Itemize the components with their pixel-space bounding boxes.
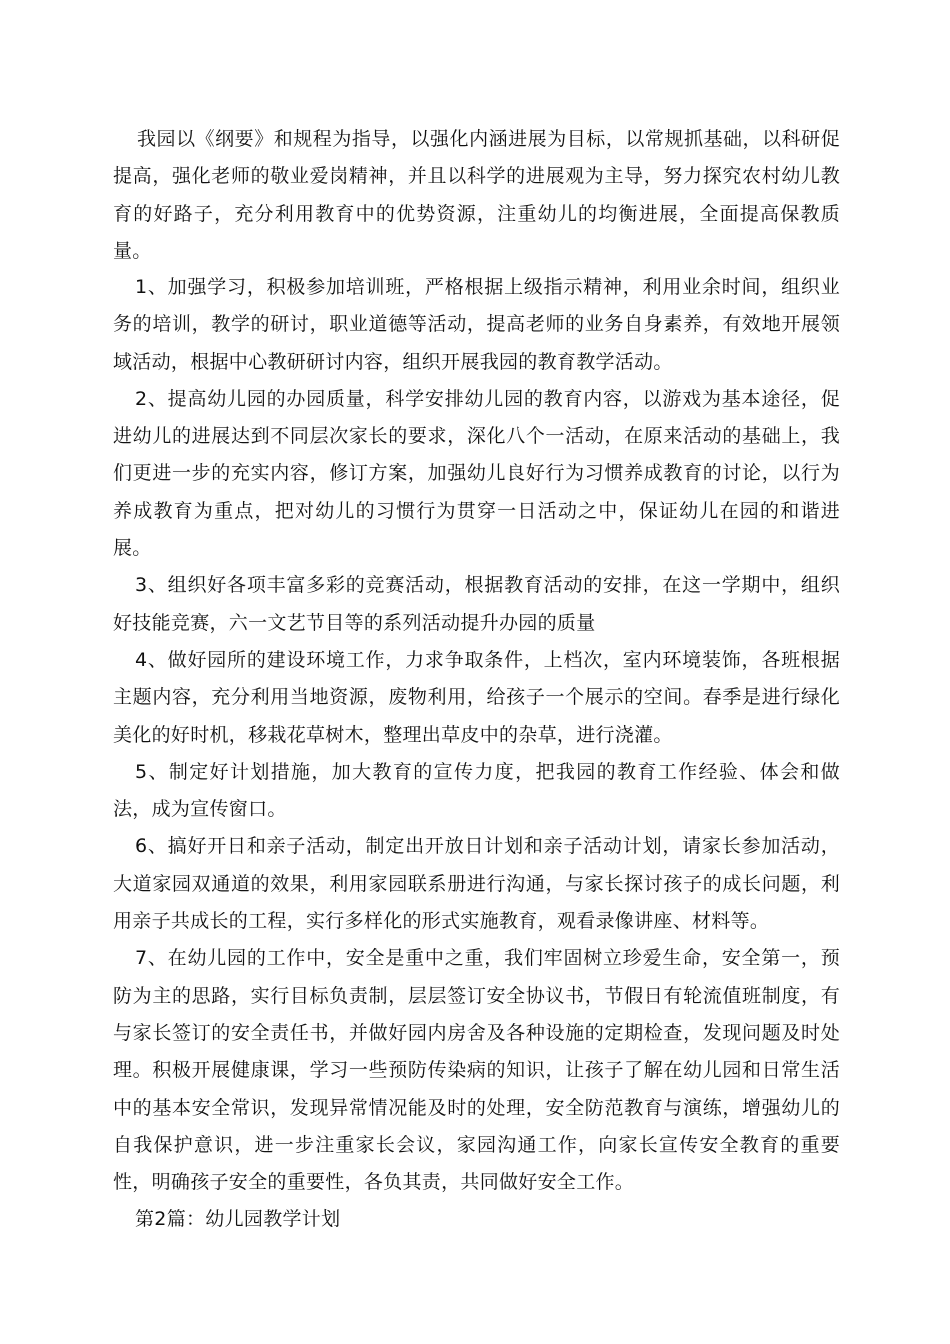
plan-items: [113, 269, 840, 1239]
list-item: 1、加强学习，积极参加培训班，严格根据上级指示精神，利用业余时间，组织业务的培训，教学的研讨，职业道德等活动，提高老师的业务自身素养，有效地开展领域活动，根据中心教研研讨内容，组织开展我园的教育教学活动。: [113, 276, 840, 373]
list-item: 2、提高幼儿园的办园质量，科学安排幼儿园的教育内容，以游戏为基本途径，促进幼儿的进展达到不同层次家长的要求，深化八个一活动，在原来活动的基础上，我们更进一步的充实内容，修订方案，加强幼儿良好行为习惯养成教育的讨论，以行为养成教育为重点，把对幼儿的习惯行为贯穿一日活动之中，保证幼儿在园的和谐进展。: [113, 387, 840, 560]
list-item: 6、搞好开日和亲子活动，制定出开放日计划和亲子活动计划，请家长参加活动，大道家园双通道的效果，利用家园联系册进行沟通，与家长探讨孩子的成长问题，利用亲子共成长的工程，实行多样化的形式实施教育，观看录像讲座、材料等。: [113, 835, 840, 933]
list-item: 5、制定好计划措施，加大教育的宣传力度，把我园的教育工作经验、体会和做法，成为宣传窗口。: [113, 760, 840, 821]
list-item: 3、组织好各项丰富多彩的竞赛活动，根据教育活动的安排，在这一学期中，组织好技能竞赛，六一文艺节目等的系列活动提升办园的质量: [113, 574, 840, 634]
list-item: 4、做好园所的建设环境工作，力求争取条件，上档次，室内环境装饰，各班根据主题内容，充分利用当地资源，废物利用，给孩子一个展示的空间。春季是进行绿化美化的好时机，移栽花草树木，整理出草皮中的杂草，进行浇灌。: [113, 648, 840, 746]
list-item: 7、在幼儿园的工作中，安全是重中之重，我们牢固树立珍爱生命，安全第一，预防为主的思路，实行目标负责制，层层签订安全协议书，节假日有轮流值班制度，有与家长签订的安全责任书，并做好园内房舍及各种设施的定期检查，发现问题及时处理。积极开展健康课，学习一些预防传染病的知识，让孩子了解在幼儿园和日常生活中的基本安全常识，发现异常情况能及时的处理，安全防范教育与演练，增强幼儿的自我保护意识，进一步注重家长会议，家园沟通工作，向家长宣传安全教育的重要性，明确孩子安全的重要性，各负其责，共同做好安全工作。: [113, 947, 840, 1194]
section-heading: 第2篇：幼儿园教学计划: [135, 1208, 341, 1231]
intro-paragraph: 我园以《纲要》和规程为指导，以强化内涵进展为目标，以常规抓基础，以科研促提高，强化老师的敬业爱岗精神，并且以科学的进展观为主导，努力探究农村幼儿教育的好路子，充分利用教育中的优势资源，注重幼儿的均衡进展，全面提高保教质量。: [113, 128, 840, 262]
